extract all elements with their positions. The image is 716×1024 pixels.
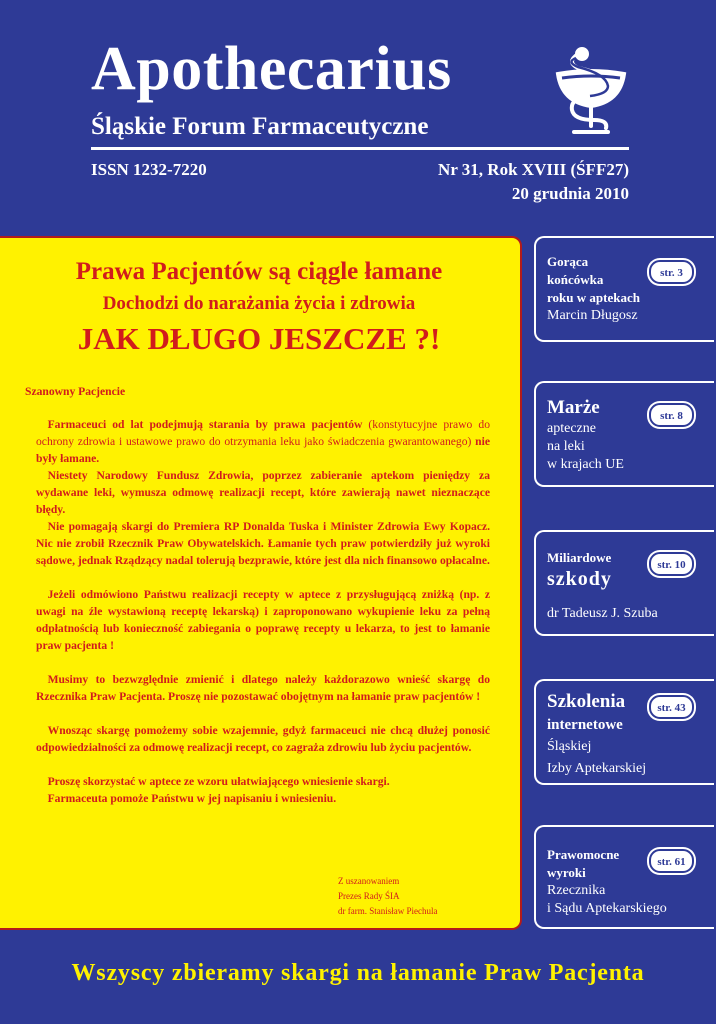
page-badge: str. 61 [649,849,694,873]
article-paragraph: Wnosząc skargę pomożemy sobie wzajemnie, gdyż farmaceuci nie chcą dłużej ponosić odpowiedzialności za odmowę realizacji recept, co zagraża zdrowiu lub życiu pacjentów. [36,724,490,754]
page-badge: str. 10 [649,552,694,576]
article-paragraph: Proszę skorzystać w aptece ze wzoru ułatwiającego wniesienie skargi. [47,775,390,788]
teaser-box-prawomocne-wyroki[interactable]: Prawomocne wyroki Rzecznika i Sądu Aptekarskiego str. 61 [534,825,714,929]
article-headline: Prawa Pacjentów są ciągle łamane [75,258,443,285]
article-subheadline: Dochodzi do narażania życia i zdrowia [102,293,416,314]
issn-number: ISSN 1232-7220 [91,160,207,179]
page-badge: str. 8 [649,403,694,427]
article-paragraph: Niestety Narodowy Fundusz Zdrowia, poprzez zabieranie aptekom pieniędzy za wydawane leki, wymusza odmowę realizacji recept, które zawierają nawet nieznaczące błędy. [36,469,490,516]
teaser-box-szkolenia[interactable]: Szkolenia internetowe Śląskiej Izby Aptekarskiej str. 43 [534,679,714,785]
article-paragraph: Jeżeli odmówiono Państwu realizacji recepty w aptece z przysługującą zniżką (np. z uwagi na źle wystawioną receptę lekarską) i zaproponowano wykupienie leku za pełną odpłatnością lub konieczność zabiegania o poprawę recepty u lekarza, to jest to łamanie praw pacjenta ! [36,588,490,652]
footer-slogan: Wszyscy zbieramy skargi na łamanie Praw Pacjenta [71,960,645,986]
article-signature: Z uszanowaniem Prezes Rady ŚIA dr farm. Stanisław Piechula [338,876,438,916]
teaser-box-goraca-koncowka[interactable]: Gorąca końcówka roku w aptekach Marcin Długosz str. 3 [534,236,714,342]
teaser-box-marze[interactable]: Marże apteczne na leki w krajach UE str. 8 [534,381,714,487]
article-paragraph: Farmaceuci od lat podejmują starania by prawa pacjentów (konstytucyjne prawo do ochrony zdrowia i ustawowe prawo do otrzymania leku jako świadczenia gwarantowanego) nie były łamane. [36,418,491,465]
issue-date: 20 grudnia 2010 [511,184,629,203]
article-body [25,383,491,807]
article-paragraph: Farmaceuta pomoże Państwu w jej napisaniu i wniesieniu. [47,792,337,805]
issue-number: Nr 31, Rok XVIII (ŚFF27) [438,160,629,179]
teaser-box-miliardowe-szkody[interactable]: Miliardowe szkody dr Tadeusz J. Szuba str. 10 [534,530,714,636]
article-paragraph: Musimy to bezwzględnie zmienić i dlatego należy każdorazowo wnieść skargę do Rzecznika Praw Pacjenta. Proszę nie pozostawać obojętnym na łamanie praw pacjentów ! [36,673,490,703]
masthead-divider [91,147,629,150]
bowl-of-hygieia-icon [548,44,634,140]
magazine-subtitle: Śląskie Forum Farmaceutyczne [91,113,429,140]
page-badge: str. 43 [649,695,694,719]
lead-article-panel [0,236,522,930]
article-kicker: JAK DŁUGO JESZCZE ?! [77,321,441,356]
article-paragraph: Nie pomagają skargi do Premiera RP Donalda Tuska i Minister Zdrowia Ewy Kopacz. Nic nie zrobił Rzecznik Praw Obywatelskich. Łamanie tych praw potwierdziły już wyroki sądowe, jednak Rządzący nadal tolerują bezprawie, które jest dla nich finansowo opłacalne. [36,520,490,567]
article-salutation: Szanowny Pacjencie [25,385,126,398]
magazine-title: Apothecarius [91,35,452,103]
page-badge: str. 3 [649,260,694,284]
